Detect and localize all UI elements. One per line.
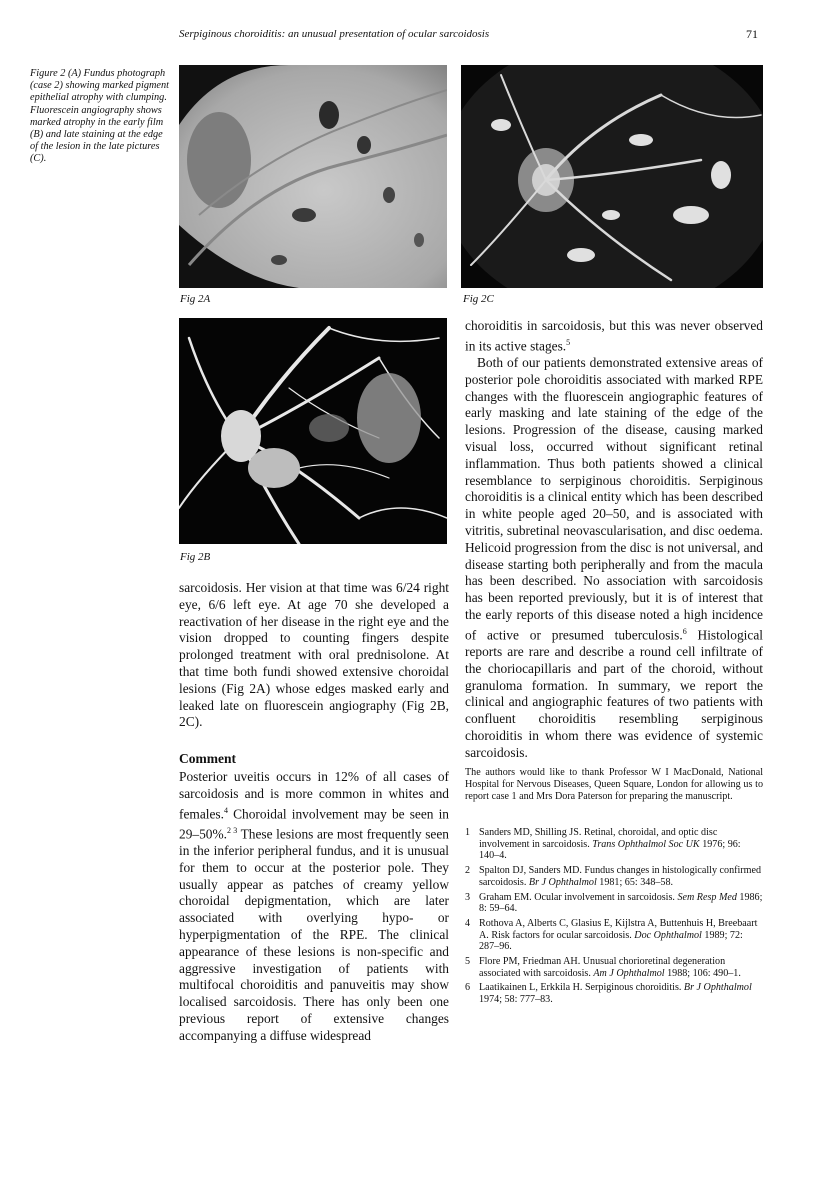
acknowledgement: The authors would like to thank Professor W I MacDonald, National Hospital for Nervous Diseases, Queen Square, London for allowing us to report case 1 and Mrs Dora Paterson for preparing the manuscript. bbox=[465, 767, 763, 802]
reference-authors-title: Flore PM, Friedman AH. Unusual chorioretinal degeneration associated with sarcoidosis. bbox=[479, 956, 726, 979]
discussion-text-part1: Both of our patients demonstrated extensive areas of posterior pole choroiditis associated with marked RPE changes with the fluorescein angiographic features of early masking and late staining of the edge of the lesions. Progression of the disease, causing marked visual loss, occurred without significant retinal inflammation. Thus both patients showed a clinical resemblance to serpiginous choroiditis. Serpiginous choroiditis is a clinical entity which has been described in white people aged 20–50, and is associated with vitritis, subretinal neovascularisation, and disc oedema. Helicoid progression from the disc is not universal, and disease starting both peripherally and from the macula has been described. No association with sarcoidosis has been reported previously, but it is of interest that the early reports of this disease noted a high incidence of active or presumed tuberculosis. bbox=[465, 355, 763, 643]
reference-number: 4 bbox=[465, 917, 471, 929]
reference-authors-title: Laatikainen L, Erkkila H. Serpiginous choroiditis. bbox=[479, 982, 684, 994]
reference-text bbox=[479, 865, 763, 888]
citation-2-3: 2 3 bbox=[226, 825, 238, 835]
case-report-paragraph: sarcoidosis. Her vision at that time was 6/24 right eye, 6/6 left eye. At age 70 she developed a reactivation of her disease in the right eye and the vision dropped to counting fingers despite prolonged treatment with oral prednisolone. At that time both fundi showed extensive choroidal lesions (Fig 2A) whose edges masked early and leaked late on fluorescein angiography (Fig 2B, 2C). bbox=[179, 580, 449, 730]
running-title: Serpiginous choroiditis: an unusual presentation of ocular sarcoidosis bbox=[179, 28, 490, 40]
reference-text bbox=[479, 892, 763, 915]
reference-number: 3 bbox=[465, 891, 471, 903]
reference-item bbox=[465, 956, 763, 979]
comment-heading: Comment bbox=[179, 751, 236, 767]
citation-6: 6 bbox=[682, 626, 687, 636]
reference-journal: Br J Ophthalmol bbox=[683, 982, 752, 994]
reference-authors-title: Rothova A, Alberts C, Glasius E, Kijlstra A, Buttenhuis H, Breebaart A. Risk factors for ocular sarcoidosis. bbox=[479, 917, 758, 941]
reference-authors-title: Spalton DJ, Sanders MD. Fundus changes in histologically confirmed sarcoidosis. bbox=[479, 865, 762, 888]
reference-text bbox=[479, 827, 763, 862]
figure-label-2a: Fig 2A bbox=[180, 293, 211, 305]
reference-citation: 1986; 8: 59–64. bbox=[479, 891, 763, 915]
reference-authors-title: Sanders MD, Shilling JS. Retinal, choroidal, and optic disc involvement in sarcoidosis. bbox=[479, 827, 718, 850]
reference-citation: 1989; 72: 287–96. bbox=[479, 929, 743, 953]
discussion-paragraph bbox=[465, 355, 763, 762]
reference-item bbox=[465, 865, 763, 888]
reference-text bbox=[479, 982, 763, 1005]
page-number: 71 bbox=[746, 27, 758, 41]
reference-number: 6 bbox=[465, 982, 471, 994]
fluorescein-angiogram-2c bbox=[461, 65, 763, 288]
reference-item bbox=[465, 892, 763, 915]
reference-citation: 1988; 106: 490–1. bbox=[664, 967, 741, 979]
fundus-photograph-2a bbox=[179, 65, 447, 288]
reference-number: 5 bbox=[465, 956, 471, 968]
reference-item bbox=[465, 918, 763, 953]
comment-text-part2: Choroidal involvement may be seen in 29–50%. bbox=[179, 806, 449, 842]
comment-paragraph bbox=[179, 769, 449, 1045]
reference-citation: 1974; 58: 777–83. bbox=[479, 994, 553, 1006]
reference-journal: Doc Ophthalmol bbox=[634, 929, 702, 941]
reference-item bbox=[465, 982, 763, 1005]
comment-text-part1: Posterior uveitis occurs in 12% of all cases of sarcoidosis and is more common in whites and females. bbox=[179, 768, 449, 822]
left-column bbox=[179, 580, 449, 1045]
reference-citation: 1981; 65: 348–58. bbox=[596, 876, 674, 888]
reference-item bbox=[465, 827, 763, 862]
reference-number: 1 bbox=[465, 827, 471, 838]
reference-journal: Br J Ophthalmol bbox=[528, 876, 597, 888]
continuation-text: choroiditis in sarcoidosis, but this was never observed in its active stages. bbox=[465, 318, 763, 354]
figure-caption: Figure 2 (A) Fundus photograph (case 2) showing marked pigment epithelial atrophy with clumping. Fluorescein angiography shows marked atrophy in the early film (B) and late staining at the edge of the lesion in the late pictures (C). bbox=[30, 68, 169, 165]
discussion-text-part2: Histological reports are rare and describe a round cell infiltrate of the choriocapillaris and part of the choroid, without granuloma formation. In summary, we report the clinical and angiographic features of two patients with confluent choroiditis resembling serpiginous choroiditis in whom there was evidence of systemic sarcoidosis. bbox=[465, 627, 763, 760]
reference-journal: Am J Ophthalmol bbox=[593, 967, 665, 979]
fluorescein-angiogram-2b bbox=[179, 318, 447, 544]
reference-number: 2 bbox=[465, 865, 471, 877]
reference-authors-title: Graham EM. Ocular involvement in sarcoidosis. bbox=[479, 891, 678, 903]
figure-label-2b: Fig 2B bbox=[180, 551, 211, 563]
right-column bbox=[465, 318, 763, 762]
references-list bbox=[465, 827, 763, 1009]
figure-label-2c: Fig 2C bbox=[463, 293, 494, 305]
reference-journal: Trans Ophthalmol Soc UK bbox=[592, 838, 700, 850]
reference-text bbox=[479, 956, 763, 979]
continuation-paragraph bbox=[465, 318, 763, 355]
citation-4: 4 bbox=[223, 805, 228, 815]
comment-text-part3: These lesions are most frequently seen in the inferior peripheral fundus, and it is unusual for them to occur at the posterior pole. They usually appear as patches of creamy yellow choroidal depigmentation, which are later associated with overlying hypo- or hyperpigmentation of the RPE. The clinical appearance of these lesions is non-specific and aggressive investigation of patients with multifocal choroiditis and panuveitis may show localised sarcoidosis. There has only been one previous report of extensive changes accompanying a diffuse widespread bbox=[179, 826, 449, 1043]
reference-citation: 1976; 96: 140–4. bbox=[479, 838, 741, 862]
reference-text bbox=[479, 918, 763, 953]
reference-journal: Sem Resp Med bbox=[677, 891, 737, 903]
citation-5: 5 bbox=[566, 337, 571, 347]
